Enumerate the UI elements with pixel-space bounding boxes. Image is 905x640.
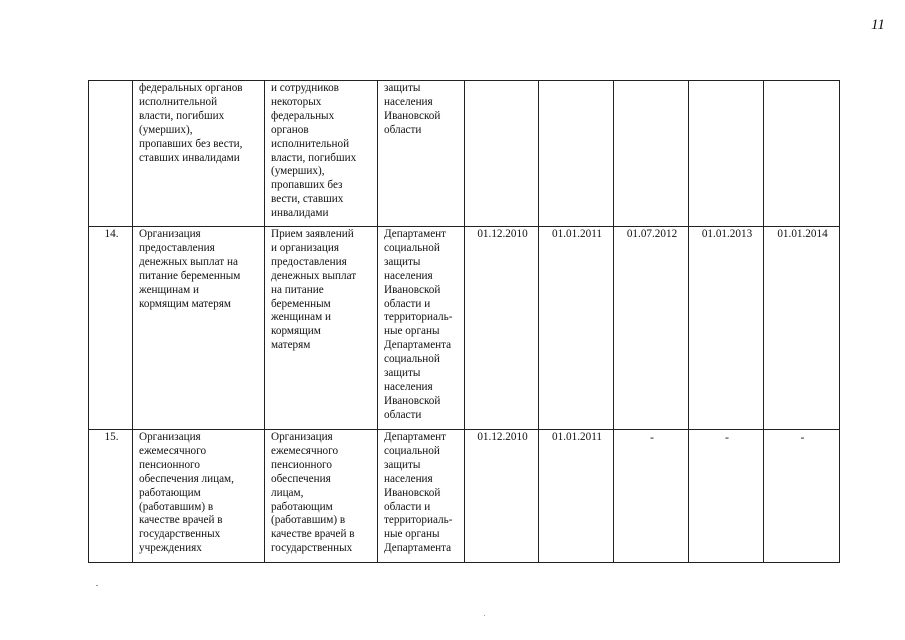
stage-1-date-cell: 01.12.2010 — [465, 430, 539, 563]
row-number-cell — [89, 81, 133, 227]
procedure-cell: Организация ежемесячного пенсионного обеспечения лицам, работающим (работавшим) в качестве врачей в государственных — [265, 430, 378, 563]
stage-4-date-cell: - — [689, 430, 764, 563]
stage-1-date-cell: 01.12.2010 — [465, 227, 539, 430]
stage-2-date-cell: 01.01.2011 — [539, 227, 614, 430]
stage-1-date-cell — [465, 81, 539, 227]
stage-5-date-cell: - — [764, 430, 840, 563]
stage-5-date-cell — [764, 81, 840, 227]
stage-3-date-cell — [614, 81, 689, 227]
table-row — [89, 430, 840, 563]
scan-speck — [484, 615, 485, 616]
service-name-cell: Организация ежемесячного пенсионного обеспечения лицам, работающим (работавшим) в качестве врачей в государственных учреждениях — [133, 430, 265, 563]
service-name-cell: Организация предоставления денежных выплат на питание беременным женщинам и кормящим матерям — [133, 227, 265, 430]
responsible-cell: Департамент социальной защиты населения Ивановской области и территориаль- ные органы Департамента социальной защиты населения Ивановской области — [378, 227, 465, 430]
stage-2-date-cell: 01.01.2011 — [539, 430, 614, 563]
table-row — [89, 227, 840, 430]
responsible-cell: защиты населения Ивановской области — [378, 81, 465, 227]
stage-3-date-cell: 01.07.2012 — [614, 227, 689, 430]
stage-4-date-cell — [689, 81, 764, 227]
page-number: 11 — [871, 17, 885, 33]
table-row — [89, 81, 840, 227]
stage-2-date-cell — [539, 81, 614, 227]
responsible-cell: Департамент социальной защиты населения Ивановской области и территориаль- ные органы Департамента — [378, 430, 465, 563]
stage-3-date-cell: - — [614, 430, 689, 563]
row-number-cell: 14. — [89, 227, 133, 430]
procedure-cell: Прием заявлений и организация предоставления денежных выплат на питание беременным женщинам и кормящим матерям — [265, 227, 378, 430]
schedule-table — [88, 80, 840, 563]
stage-4-date-cell: 01.01.2013 — [689, 227, 764, 430]
stage-5-date-cell: 01.01.2014 — [764, 227, 840, 430]
procedure-cell: и сотрудников некоторых федеральных органов исполнительной власти, погибших (умерших), пропавших без вести, ставших инвалидами — [265, 81, 378, 227]
service-name-cell: федеральных органов исполнительной власти, погибших (умерших), пропавших без вести, ставших инвалидами — [133, 81, 265, 227]
scan-speck — [96, 585, 98, 586]
row-number-cell: 15. — [89, 430, 133, 563]
